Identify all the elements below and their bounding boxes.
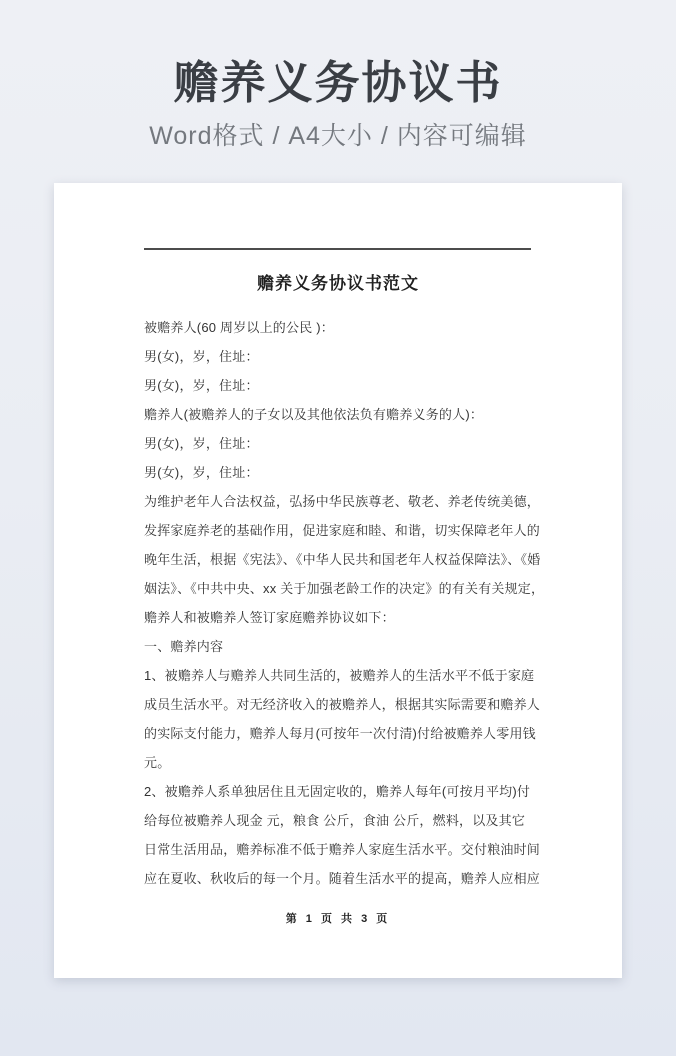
document-page-inner xyxy=(54,183,622,978)
document-text-line: 晚年生活，根据《宪法》、《中华人民共和国老年人权益保障法》、《婚 xyxy=(144,552,541,567)
page-number-footer: 第 1 页 共 3 页 xyxy=(285,913,391,925)
document-body xyxy=(144,313,545,893)
document-text-line: 一、赡养内容 xyxy=(144,639,224,654)
document-text-line: 应在夏收、秋收后的每一个月。随着生活水平的提高，赡养人应相应 xyxy=(144,871,541,886)
document-text-line: 2、被赡养人系单独居住且无固定收的，赡养人每年(可按月平均)付 xyxy=(144,784,531,799)
document-text-line: 赡养人和被赡养人签订家庭赡养协议如下： xyxy=(144,610,395,625)
document-text-line: 为维护老年人合法权益，弘扬中华民族尊老、敬老、养老传统美德， xyxy=(144,494,541,509)
document-text-line: 男(女)，岁，住址： xyxy=(144,465,259,480)
document-text-line: 被赡养人(60 周岁以上的公民 )： xyxy=(144,320,334,335)
document-text-line: 的实际支付能力，赡养人每月(可按年一次付清)付给被赡养人零用钱 xyxy=(144,726,536,741)
document-text-line: 元。 xyxy=(144,755,171,770)
document-text-line: 男(女)，岁，住址： xyxy=(144,436,259,451)
document-page-preview xyxy=(54,183,622,978)
document-text-line: 给每位被赡养人现金 元，粮食 公斤，食油 公斤，燃料，以及其它 xyxy=(144,813,526,828)
banner-title: 赡养义务协议书 xyxy=(173,57,503,108)
document-text-line: 发挥家庭养老的基础作用，促进家庭和睦、和谐，切实保障老年人的 xyxy=(144,523,541,538)
banner-subtitle: Word格式 / A4大小 / 内容可编辑 xyxy=(149,122,527,150)
document-title: 赡养义务协议书范文 xyxy=(257,274,419,293)
document-text-line: 赡养人(被赡养人的子女以及其他依法负有赡养义务的人)： xyxy=(144,407,484,422)
document-text-line: 姻法》、《中共中央、xx 关于加强老龄工作的决定》的有关有关规定， xyxy=(144,581,545,596)
document-text-line: 1、被赡养人与赡养人共同生活的，被赡养人的生活水平不低于家庭 xyxy=(144,668,535,683)
document-text-line: 男(女)，岁，住址： xyxy=(144,349,259,364)
banner xyxy=(0,0,676,183)
document-header-rule xyxy=(144,248,531,250)
document-text-line: 日常生活用品，赡养标准不低于赡养人家庭生活水平。交付粮油时间 xyxy=(144,842,541,857)
document-text-line: 男(女)，岁，住址： xyxy=(144,378,259,393)
document-text-line: 成员生活水平。对无经济收入的被赡养人，根据其实际需要和赡养人 xyxy=(144,697,541,712)
